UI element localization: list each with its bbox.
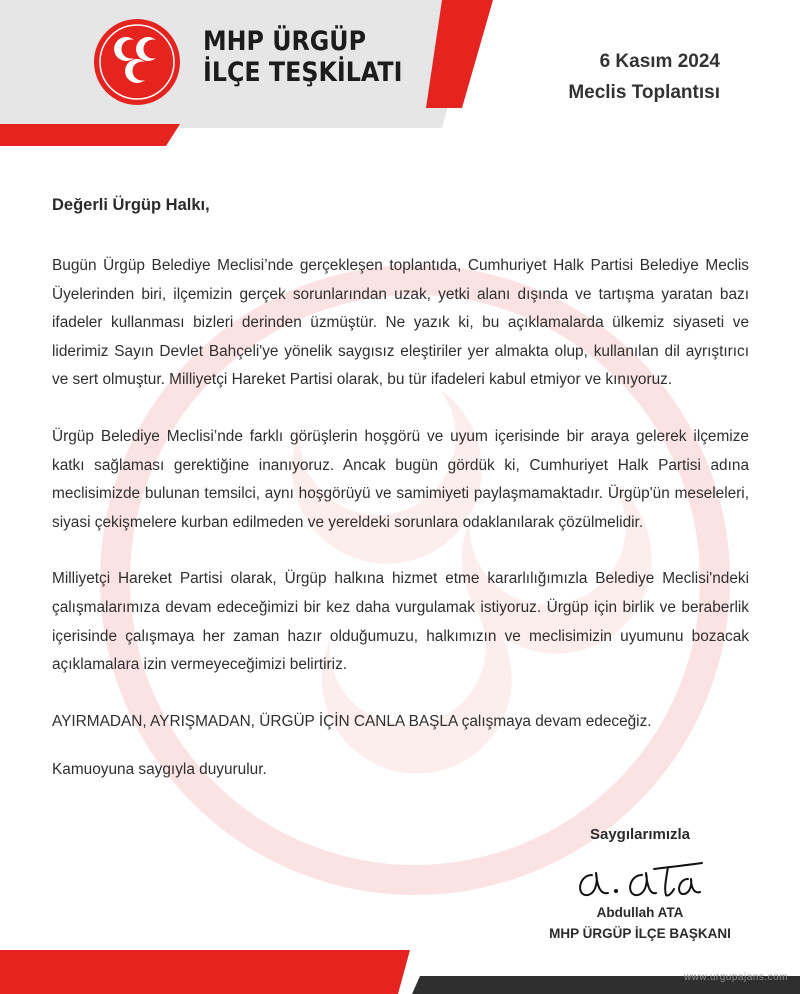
signature-icon [570,853,710,903]
organization-name-line2: İLÇE TEŞKİLATI [203,57,403,88]
signer-name: Abdullah ATA [596,905,684,920]
letter-meta [568,46,720,108]
letter-subject: Meclis Toplantısı [568,82,720,103]
letter-greeting: Değerli Ürgüp Halkı, [52,196,210,214]
signer-title: MHP ÜRGÜP İLÇE BAŞKANI [549,926,731,941]
paragraph-3: Milliyetçi Hareket Partisi olarak, Ürgüp halkına hizmet etme kararlılığımızla Belediye Meclisi'ndeki çalışmalarımıza devam edeceğimizi bir kez daha vurgulamak istiyoruz. Ürgüp için birlik ve beraberlik içerisinde çalışmaya her zaman hazır olduğumuzu, halkımızın ve meclisimizin uyumunu bozacak açıklamalara izin vermeyeceğimizi belirtiriz. [52,570,749,674]
letter-closing: Saygılarımızla [589,826,691,843]
signature-block [520,826,760,941]
letter-body [52,196,749,805]
paragraph-1: Bugün Ürgüp Belediye Meclisi’nde gerçekleşen toplantıda, Cumhuriyet Halk Partisi Belediye Meclis Üyelerinden biri, ilçemizin gerçek sorunlarından uzak, yetki alanı dışında ve tartışma yaratan bazı ifadeler kullanması bizleri derinden üzmüştür. Ne yazık ki, bu açıklamalarda ülkemiz siyaseti ve liderimiz Sayın Devlet Bahçeli'ye yönelik saygısız eleştiriler yer almakta olup, kullanılan dil ayrıştırıcı ve sert olmuştur. Milliyetçi Hareket Partisi olarak, bu tür ifadeleri kabul etmiyor ve kınıyoruz. [52,257,749,389]
mhp-logo-icon [93,18,181,106]
paragraph-2: Ürgüp Belediye Meclisi’nde farklı görüşlerin hoşgörü ve uyum içerisinde bir araya gelerek ilçemize katkı sağlaması gerektiğine inanıyoruz. Ancak bugün gördük ki, Cumhuriyet Halk Partisi adına meclisimizde bulunan temsilci, aynı hoşgörüyü ve samimiyeti paylaşmamaktadır. Ürgüp'ün meseleleri, siyasi çekişmelere kurban edilmeden ve yereldeki sorunlara odaklanılarak çözülmelidir. [52,427,749,531]
watermark-url: www.urgupajans.com [683,972,788,983]
letter-date: 6 Kasım 2024 [599,51,720,72]
organization-name [203,26,402,88]
paragraph-slogan: AYIRMADAN, AYRIŞMADAN, ÜRGÜP İÇİN CANLA BAŞLA çalışmaya devam edeceğiz. [52,712,652,730]
organization-name-line1: MHP ÜRGÜP [203,26,367,57]
paragraph-announcement: Kamuoyuna saygıyla duyurulur. [52,761,267,779]
footer-band [0,950,800,994]
